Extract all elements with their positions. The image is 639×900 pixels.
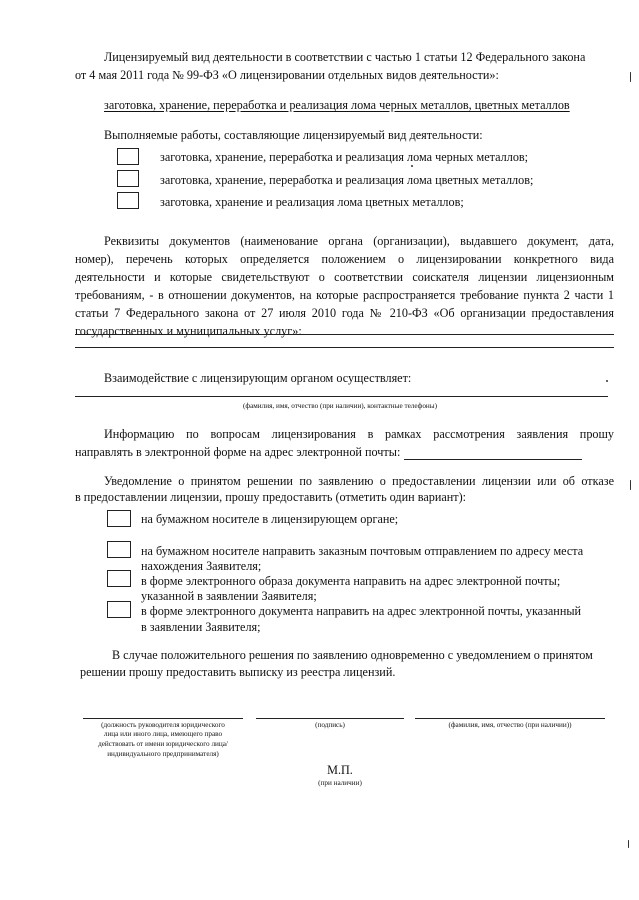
interaction-caption: (фамилия, имя, отчество (при наличии), контактные телефоны) [243,402,437,410]
position-caption-3: действовать от имени юридического лица/ [98,740,228,748]
position-blank[interactable] [83,718,243,719]
notice-checkbox-1[interactable] [107,510,131,527]
notice-option-4-line-1: в форме электронного документа направить на адрес электронной почты, указанный [141,604,582,618]
requisites-line-1: Реквизиты документов (наименование органа (организации), выдавшего документ, дата, [104,234,614,248]
scan-speck [606,380,608,382]
notice-option-2-line-1: на бумажном носителе направить заказным почтовым отправлением по адресу места [141,544,584,558]
interaction-label: Взаимодействие с лицензирующим органом осуществляет: [104,371,412,385]
interaction-blank[interactable] [75,396,608,397]
intro-line-1: Лицензируемый вид деятельности в соответствии с частью 1 статьи 12 Федерального закона [104,50,586,64]
notice-line-2: в предоставлении лицензии, прошу предоставить (отметить один вариант): [75,490,467,504]
notice-checkbox-2[interactable] [107,541,131,558]
info-line-1: Информацию по вопросам лицензирования в рамках рассмотрения заявления прошу [104,427,614,441]
position-caption-4: индивидуального предпринимателя) [107,750,219,758]
scan-speck [630,480,631,490]
notice-option-1: на бумажном носителе в лицензирующем органе; [141,512,399,526]
requisites-line-5: статьи 7 Федерального закона от 27 июля 2010 года № 210-ФЗ «Об организации предоставления [75,306,614,320]
requisites-blank-1[interactable] [75,334,614,335]
work-checkbox-2[interactable] [117,170,139,187]
email-blank[interactable] [404,447,582,460]
name-blank[interactable] [415,718,605,719]
scan-speck [411,165,413,167]
requisites-line-3: деятельности и которые свидетельствуют о соответствии соискателя лицензии лицензионным [75,270,614,284]
scan-speck [630,72,631,82]
stamp-label: М.П. [327,763,353,777]
work-item-1: заготовка, хранение, переработка и реализация лома черных металлов; [160,150,529,164]
work-checkbox-1[interactable] [117,148,139,165]
requisites-line-6: государственных и муниципальных услуг»: [75,324,302,338]
notice-option-3-line-1: в форме электронного образа документа направить на адрес электронной почты; [141,574,561,588]
notice-option-4-line-2: в заявлении Заявителя; [141,620,261,634]
intro-line-2: от 4 мая 2011 года № 99-ФЗ «О лицензировании отдельных видов деятельности»: [75,68,499,82]
work-item-3: заготовка, хранение и реализация лома цветных металлов; [160,195,464,209]
name-caption: (фамилия, имя, отчество (при наличии)) [448,721,572,729]
notice-option-2-line-2: нахождения Заявителя; [141,559,262,573]
notice-option-3-line-2: указанной в заявлении Заявителя; [141,589,317,603]
position-caption-2: лица или иного лица, имеющего право [103,730,223,738]
notice-line-1: Уведомление о принятом решении по заявлению о предоставлении лицензии или об отказе [104,474,614,488]
scan-speck [628,840,629,848]
signature-blank[interactable] [256,718,404,719]
work-item-2: заготовка, хранение, переработка и реализация лома цветных металлов; [160,173,534,187]
licensed-activity: заготовка, хранение, переработка и реализация лома черных металлов, цветных металлов [104,98,570,112]
requisites-line-4: требованиям, - в отношении документов, на которые распространяется требование пункта 2 части 1 [75,288,614,302]
position-caption-1: (должность руководителя юридического [101,721,225,729]
stamp-caption: (при наличии) [318,779,362,787]
extract-line-2: решении прошу предоставить выписку из реестра лицензий. [80,665,396,679]
notice-checkbox-4[interactable] [107,601,131,618]
extract-line-1: В случае положительного решения по заявлению одновременно с уведомлением о принятом [112,648,593,662]
notice-checkbox-3[interactable] [107,570,131,587]
requisites-line-2: номер), перечень которых определяется положением о лицензировании конкретного вида [75,252,614,266]
signature-caption: (подпись) [315,721,345,729]
works-heading: Выполняемые работы, составляющие лицензируемый вид деятельности: [104,128,483,142]
requisites-blank-2[interactable] [75,347,614,348]
info-line-2: направлять в электронной форме на адрес электронной почты: [75,445,401,459]
work-checkbox-3[interactable] [117,192,139,209]
